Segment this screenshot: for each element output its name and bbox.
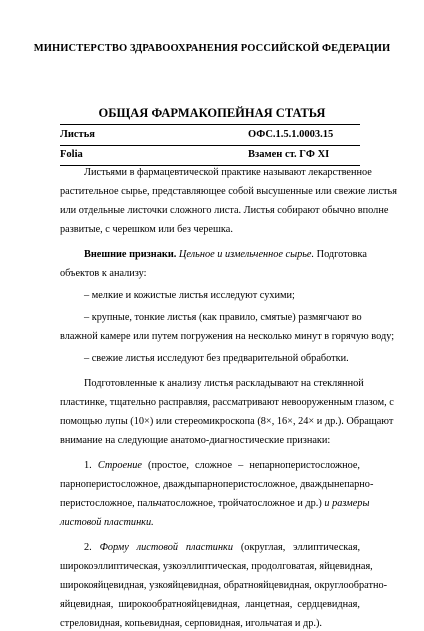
paragraph-line: парноперистосложное, дваждыпарноперистосложное, дваждынепарно- bbox=[60, 479, 374, 490]
item-number: 2. bbox=[84, 542, 92, 553]
paragraph-line: широкоэллиптическая, узкоэллиптическая, продолговатая, яйцевидная, bbox=[60, 561, 373, 572]
item-term: Форму листовой пластинки bbox=[99, 542, 234, 553]
article-title-ru: Листья bbox=[60, 129, 95, 140]
item-text: (округлая, эллиптическая, bbox=[240, 542, 361, 553]
replaces-note: Взамен ст. ГФ XI bbox=[248, 149, 330, 160]
paragraph-line: широкояйцевидная, узкояйцевидная, обратнояйцевидная, округлообратно- bbox=[60, 580, 388, 591]
list-item-continuation: влажной камере или путем погружения на несколько минут в горячую воду; bbox=[60, 331, 395, 342]
numbered-item-structure bbox=[60, 459, 360, 473]
numbered-item-shape bbox=[60, 541, 360, 555]
paragraph-line: пластинке, тщательно расправляя, рассматривают невооруженным глазом, с bbox=[60, 397, 394, 408]
list-item: – мелкие и кожистые листья исследуют сухими; bbox=[84, 290, 295, 301]
header-divider bbox=[60, 145, 360, 146]
item-term-continuation: листовой пластинки. bbox=[60, 517, 154, 528]
paragraph-line: стреловидная, копьевидная, серповидная, игольчатая и др.). bbox=[60, 618, 322, 629]
list-item: – свежие листья исследуют без предварительной обработки. bbox=[84, 353, 349, 364]
paragraph-line: растительное сырье, представляющее собой высушенные или свежие листья bbox=[60, 186, 397, 197]
item-text: перистосложное, пальчатосложное, тройчатосложное и др.) bbox=[60, 498, 322, 509]
paragraph-line: Листьями в фармацевтической практике называют лекарственное bbox=[84, 167, 372, 178]
item-text: (простое, сложное – непарноперистосложное, bbox=[148, 460, 361, 471]
external-features-text: Подготовка bbox=[316, 249, 367, 260]
paragraph-line: или отдельные листочки сложного листа. Листья собирают обычно вполне bbox=[60, 205, 389, 216]
ministry-heading: МИНИСТЕРСТВО ЗДРАВООХРАНЕНИЯ РОССИЙСКОЙ ФЕДЕРАЦИИ bbox=[33, 43, 391, 54]
paragraph-line: помощью лупы (10×) или стереомикроскопа (8×, 16×, 24× и др.). Обращают bbox=[60, 416, 394, 427]
external-features-label: Внешние признаки. bbox=[84, 249, 177, 260]
paragraph-line: внимание на следующие анатомо-диагностические признаки: bbox=[60, 435, 331, 446]
document-type-title: ОБЩАЯ ФАРМАКОПЕЙНАЯ СТАТЬЯ bbox=[98, 106, 326, 120]
list-item: – крупные, тонкие листья (как правило, смятые) размягчают во bbox=[84, 312, 362, 323]
paragraph-line: объектов к анализу: bbox=[60, 268, 147, 279]
article-title-la: Folia bbox=[60, 149, 83, 160]
item-term: и размеры bbox=[324, 498, 370, 509]
item-term: Строение bbox=[97, 460, 142, 471]
paragraph-line: Подготовленные к анализу листья раскладывают на стеклянной bbox=[84, 378, 364, 389]
external-features-line bbox=[60, 248, 367, 262]
paragraph-line bbox=[60, 497, 370, 511]
title-divider bbox=[60, 124, 360, 125]
item-number: 1. bbox=[84, 460, 92, 471]
article-code: ОФС.1.5.1.0003.15 bbox=[248, 129, 334, 140]
paragraph-line: развитые, с черешком или без черешка. bbox=[60, 224, 233, 235]
external-features-subject: Цельное и измельченное сырье. bbox=[178, 249, 315, 260]
paragraph-line: яйцевидная, широкообратнояйцевидная, ланцетная, сердцевидная, bbox=[60, 599, 360, 610]
